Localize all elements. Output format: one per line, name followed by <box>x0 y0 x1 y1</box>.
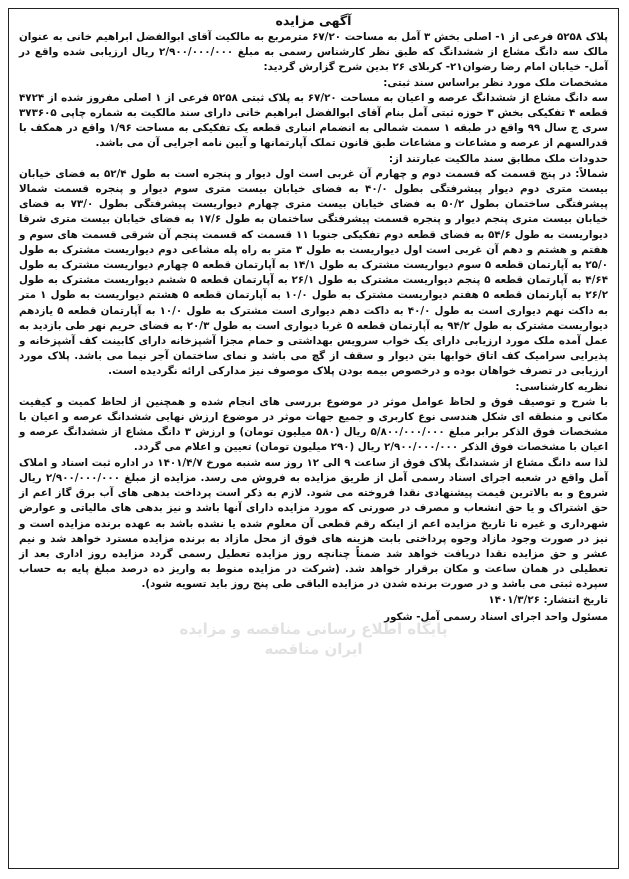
signature-line: مسئول واحد اجرای اسناد رسمی آمل- شکور <box>384 610 608 623</box>
bounds-heading: حدودات ملک مطابق سند مالکیت عبارتند از: <box>388 152 608 165</box>
watermark-line-1: پایگاه اطلاع رسانی مناقصه و مزایده <box>179 620 448 638</box>
notice-body <box>9 9 618 625</box>
auction-paragraph: لذا سه دانگ مشاع از ششدانگ پلاک فوق از ساعت ۹ الی ۱۲ روز سه شنبه مورخ ۱۴۰۱/۴/۷ در اداره ثبت اسناد و املاک آمل واقع در شعبه اجرای اسناد رسمی آمل از طریق مزایده به فروش می رسد. مزایده از مبلغ ۲/۹۰۰/۰۰۰/۰۰۰ ریال شروع و به بالاترین قیمت پیشنهادی نقدا فروخته می شود. لازم به ذکر است پرداخت بدهی های آب برق گاز اعم از حق اشتراک و یا حق انشعاب و مصرف در صورتی که مورد مزایده دارای آنها باشد و نیز بدهی های مالیاتی و عوارض شهرداری و غیره تا تاریخ مزایده اعم از اینکه رقم قطعی آن معلوم شده یا نشده باشد به عهده برنده مزایده است و نیز در صورت وجود مازاد وجوه پرداختی بابت هزینه های فوق از محل مازاد به برنده مزایده مسترد خواهد شد و نیم عشر و حق مزایده نقدا دریافت خواهد شد ضمناً چنانچه روز مزایده تعطیل رسمی گردد مزایده روز اداری بعد از تعطیلی در همان ساعت و مکان برقرار خواهد شد. (شرکت در مزایده منوط به واریز ده درصد مبلغ پایه به حساب سپرده ثبتی می باشد و در صورت برنده شدن در مزایده الباقی طی پنج روز باید تسویه شود). <box>19 456 608 591</box>
notice-frame <box>8 8 619 869</box>
expert-heading: نظریه کارشناسی: <box>515 380 608 393</box>
publish-date: تاریخ انتشار: ۱۴۰۱/۳/۲۶ <box>488 593 608 606</box>
watermark <box>9 619 618 659</box>
intro-paragraph: پلاک ۵۲۵۸ فرعی از ۱- اصلی بخش ۳ آمل به مساحت ۶۷/۲۰ مترمربع به مالکیت آقای ابوالفضل ابراهیم خانی به عنوان مالک سه دانگ مشاع از ششدانگ که طبق نظر کارشناس رسمی به مبلغ ۲/۹۰۰/۰۰۰/۰۰۰ ریال ارزیابی شده واقع در آمل- خیابان امام رضا رضوان۲۱- کربلای ۲۶ بدین شرح گزارش گردید: <box>19 31 609 74</box>
expert-paragraph: با شرح و توصیف فوق و لحاظ عوامل موثر در موضوع بررسی های انجام شده و همچنین از لحاظ کمیت و کیفیت مکانی و منطقه ای شکل هندسی نوع کاربری و جمیع جهات موثر در موضوع ارزش نهایی ششدانگ عرصه و اعیان با مشخصات فوق الذکر برابر مبلغ ۵/۸۰۰/۰۰۰/۰۰۰ ریال (۵۸۰ میلیون تومان) و ارزش ۳ دانگ مشاع از ششدانگ عرصه و اعیان با مشخصات فوق الذکر ۲/۹۰۰/۰۰۰/۰۰۰ ریال (۲۹۰ میلیون تومان) تعیین و اعلام می گردد. <box>19 395 608 454</box>
watermark-line-2: ایران مناقصه <box>264 640 363 658</box>
specs-paragraph: سه دانگ مشاع از ششدانگ عرصه و اعیان به مساحت ۶۷/۲۰ به پلاک ثبتی ۵۲۵۸ فرعی از ۱ اصلی مفروز شده از ۴۷۲۴ قطعه ۴ تفکیکی بخش ۳ حوزه ثبتی آمل بنام آقای ابوالفضل ابراهیم خانی دارای سند مالکیت به شماره چاپی ۳۷۳۶۰۵ سری ج سال ۹۹ واقع در طبقه ۱ سمت شمالی به انضمام انباری قطعه یک تفکیکی به مساحت ۱/۹۶ واقع در همکف با قدرالسهم از عرصه و مشاعات و مشاعات طبق قانون تملک آپارتمانها و آیین نامه اجرایی آن می باشد. <box>19 91 609 150</box>
bounds-paragraph: شمالاً: در پنج قسمت که قسمت دوم و چهارم آن غربی است اول دیوار و پنجره است به طول ۵۲/۴ به فضای خیابان بیست متری دوم دیوار پیشرفتگی بطول ۴۰/۰ به فضای خیابان بیست متری سوم دیوار و پنجره قسمت شمالا پیشرفتگی ساختمان بطول ۵۰/۲ به فضای خیابان بیست متری چهارم دیواریست پیشرفتگی بطول ۷۳/۰ به فضای خیابان بیست متری پنجم دیوار و پنجره قسمت پیشرفتگی ساختمان به طول ۱۷/۶ به فضای خیابان بیست متری شرقا دیواریست به طول ۵۴/۶ به فضای قطعه دوم تفکیکی جنوبا ۱۱ قسمت که قسمت پنجم آن شرقی قسمت های سوم و هفتم و هشتم و دهم آن غربی است اول دیواریست به طول ۳ متر به راه پله مشاعی دوم دیواریست مشترک به طول ۲۵/۰ به آپارتمان قطعه ۵ سوم دیواریست مشترک به طول ۱۴/۱ به آپارتمان قطعه ۵ چهارم دیواریست مشترک به طول ۴/۶۴ به آپارتمان قطعه ۵ پنجم دیواریست مشترک به طول ۲۶/۱ به آپارتمان قطعه ۵ ششم دیواریست مشترک به طول ۲۶/۲ به آپارتمان قطعه ۵ هفتم دیواریست مشترک به طول ۱۰/۰ به آپارتمان قطعه ۵ هشتم دیواریست به طول ۱ متر به داکت نهم دیواری است به طول ۴۰/۰ به داکت دهم دیواری است مشترک به طول ۱۰/۰ به آپارتمان قطعه ۵ یازدهم دیواریست مشترک به طول ۹۴/۲ به آپارتمان قطعه ۵ غربا دیواری است به طول ۲۰/۳ به فضای حریم نهر طی بازدید به عمل آمده ملک مورد ارزیابی دارای یک خواب سرویس بهداشتی و حمام مجزا آشپزخانه دارای کابینت کف آشپزخانه و پذیرایی سرامیک کف اتاق خوابها بتن دیوار و سقف از گچ می باشد و نمای ساختمان آجر نیما می باشد. پلاک مورد ارزیابی در تصرف خواهان بوده و درخصوص بیمه بودن پلاک موصوف نیز مدارکی ارائه نگردیده است. <box>19 167 608 378</box>
notice-title: آگهی مزایده <box>275 13 352 28</box>
specs-heading: مشخصات ملک مورد نظر براساس سند ثبتی: <box>383 76 608 89</box>
